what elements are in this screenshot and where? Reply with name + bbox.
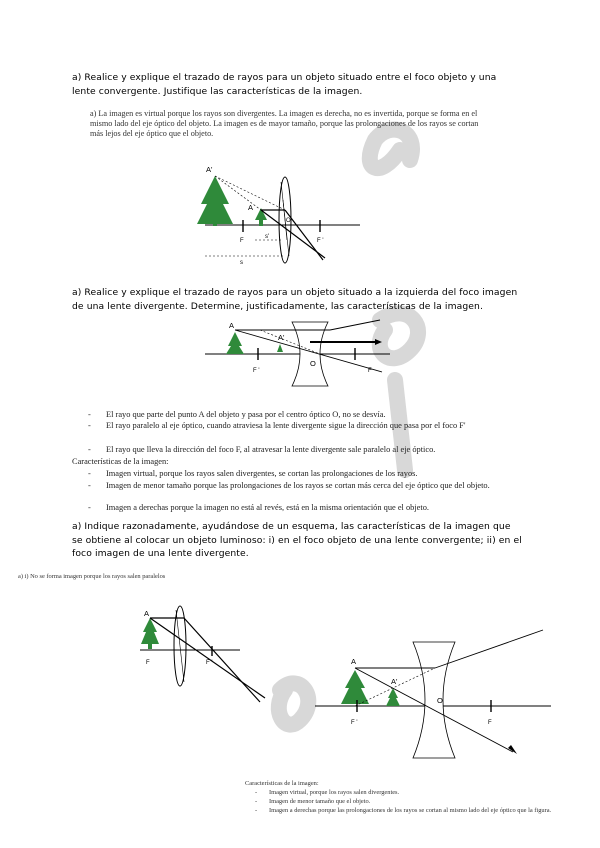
answer-4-item-3: Imagen a derechas porque las prolongaciones de los rayos se cortan al mismo lado del eje óptico que la figura. bbox=[269, 807, 552, 814]
label-a: A bbox=[248, 203, 254, 212]
answer-2-char-3: Imagen a derechas porque la imagen no está al revés, está en la misma orientación que el objeto. bbox=[106, 503, 430, 512]
answer-2-bullet-1: El rayo que parte del punto A del objeto y pasa por el centro óptico O, no se desvía. bbox=[106, 410, 386, 419]
answer-1-text: a) La imagen es virtual porque los rayos son divergentes. La imagen es derecha, no es invertida, porque se forma en el mismo lado del eje óptico del objeto. La imagen es de mayor tamaño, porque las prolongaciones de los rayos se cortan más lejos del eje óptico que el objeto. bbox=[90, 109, 479, 138]
answer-2-bullet-2: El rayo paralelo al eje óptico, cuando atraviesa la lente divergente sigue la dirección que pasa por el foco F' bbox=[106, 421, 466, 430]
answer-2-bullet-3: El rayo que lleva la dirección del foco F, al atravesar la lente divergente sale paralelo al eje óptico. bbox=[106, 445, 436, 454]
question-2-text: a) Realice y explique el trazado de rayos para un objeto situado a la izquierda del foco imagen de una lente divergente. Determine, justificadamente, las características de la imagen. bbox=[72, 287, 518, 312]
answer-4-item-1: Imagen virtual, porque los rayos salen divergentes. bbox=[269, 789, 400, 796]
answer-2-char-2: Imagen de menor tamaño porque las prolongaciones de los rayos se cortan más cerca del eje óptico que del objeto. bbox=[106, 481, 490, 490]
label-f-prime: F ' bbox=[206, 660, 213, 666]
label-a: A bbox=[229, 321, 235, 330]
label-f-prime: F ' bbox=[351, 720, 358, 726]
label-a: A bbox=[351, 657, 357, 666]
label-s-prime: s' bbox=[265, 234, 270, 240]
answer-4-block: Características de la imagen: - Imagen virtual, porque los rayos salen divergentes. - Imagen de menor tamaño que el objeto. - Imagen a derechas porque las prolongaciones de los rayos se cortan al mismo lado del eje óptico que la figura. bbox=[245, 780, 600, 842]
label-a-prime: A' bbox=[391, 677, 398, 686]
label-f: F bbox=[368, 368, 372, 374]
question-3-text: a) Indique razonadamente, ayudándose de un esquema, las características de la imagen que se obtiene al colocar un objeto luminoso: i) en el foco objeto de una lente convergente; ii) en el foco imagen de una lente divergente. bbox=[72, 521, 522, 559]
answer-3-text: a) i) No se forma imagen porque los rayos salen paralelos bbox=[18, 573, 166, 580]
label-o: O bbox=[310, 359, 316, 368]
label-s: s bbox=[240, 260, 243, 266]
label-a-prime: A' bbox=[278, 333, 285, 342]
label-a-prime: A' bbox=[206, 165, 213, 174]
diagram-object-at-image-focus bbox=[315, 640, 555, 760]
diagram-converging-lens-virtual-image bbox=[195, 160, 375, 270]
label-f: F bbox=[488, 720, 492, 726]
image-tree-icon bbox=[277, 344, 283, 352]
answer-2-char-1: Imagen virtual, porque los rayos salen divergentes, se cortan las prolongaciones de los rayos. bbox=[106, 469, 418, 478]
diverging-lens bbox=[413, 642, 455, 758]
answer-2-block: - El rayo que parte del punto A del objeto y pasa por el centro óptico O, no se desvía. - El rayo paralelo al eje óptico, cuando atraviesa la lente divergente sigue la dirección que pasa por el foco F' - El rayo que lleva la dirección del foco F, al atravesar la lente divergente sale paralelo al eje óptico. Características de la imagen: - Imagen virtual, porque los rayos salen divergentes, se cortan las prolongaciones de los rayos. - Imagen de menor tamaño porque las prolongaciones de los rayos se cortan más cerca del eje óptico que del objeto. - Imagen a derechas porque la imagen no está al revés, está en la misma orientación que el objeto. bbox=[88, 410, 528, 520]
label-f: F bbox=[240, 238, 244, 244]
label-f-prime: F ' bbox=[317, 238, 324, 244]
label-o: O bbox=[437, 696, 443, 705]
answer-4-item-2: Imagen de menor tamaño que el objeto. bbox=[269, 798, 371, 805]
label-o: O bbox=[286, 218, 291, 224]
answer-2-heading: Características de la imagen: bbox=[72, 457, 169, 466]
question-1-text: a) Realice y explique el trazado de rayos para un objeto situado entre el foco objeto y una lente convergente. Justifique las características de la imagen. bbox=[72, 72, 497, 97]
object-tree-icon bbox=[341, 670, 369, 704]
label-a: A bbox=[144, 609, 150, 618]
label-f-prime: F ' bbox=[253, 368, 260, 374]
label-f: F bbox=[146, 660, 150, 666]
answer-4-heading: Características de la imagen: bbox=[245, 780, 319, 787]
image-tree-icon bbox=[197, 176, 233, 226]
diagram-diverging-lens bbox=[200, 318, 395, 388]
diagram-object-at-focus bbox=[140, 602, 290, 712]
object-tree-icon bbox=[226, 332, 244, 354]
